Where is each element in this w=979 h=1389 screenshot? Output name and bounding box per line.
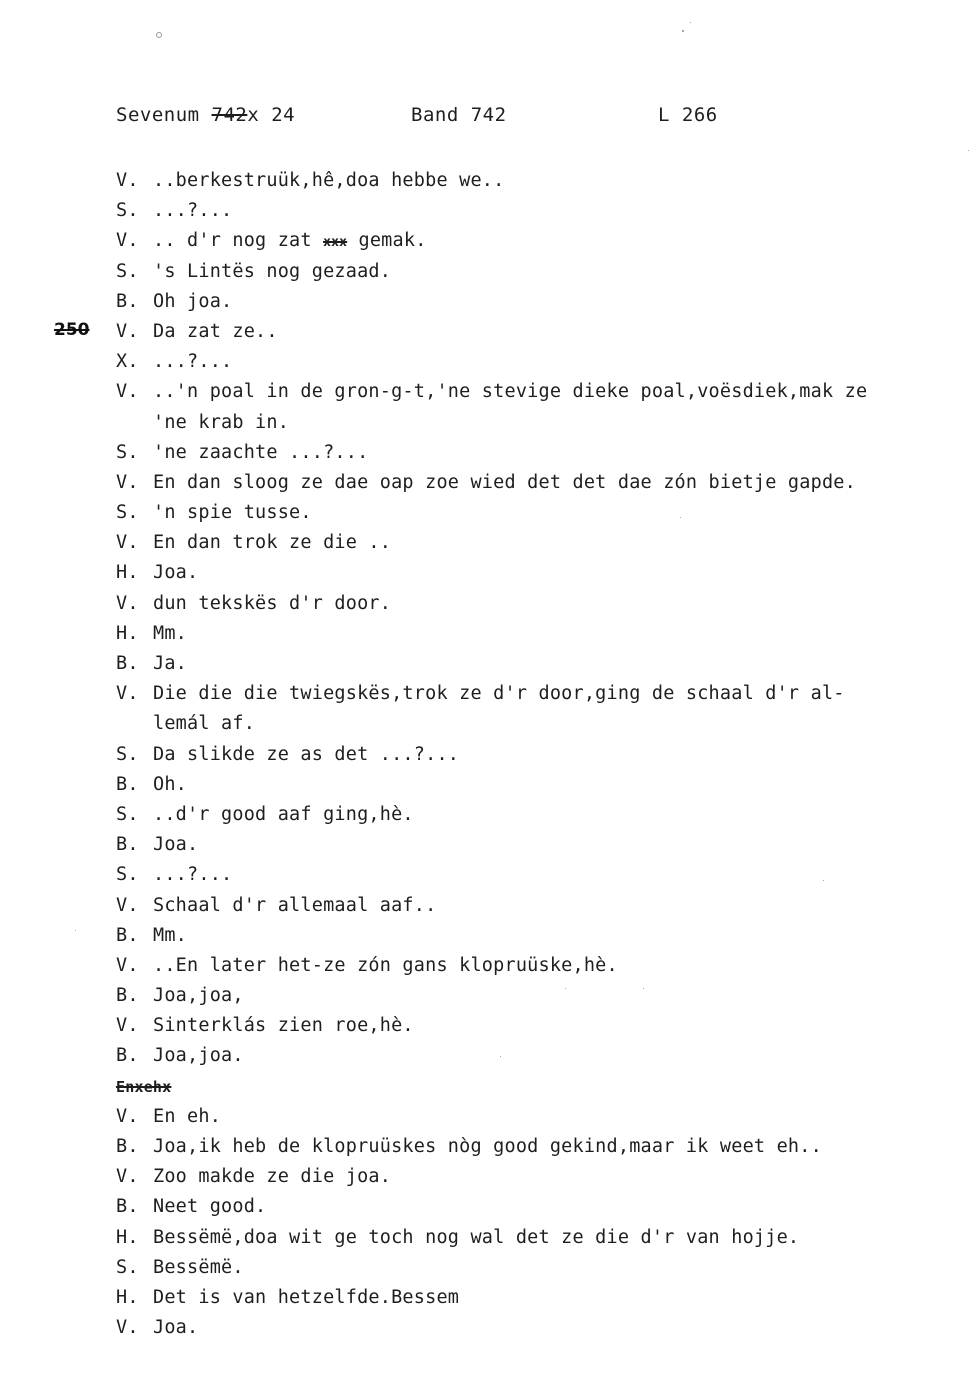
transcript-line (116, 1223, 946, 1253)
utterance-text: Da slikde ze as det ...?... (153, 743, 460, 765)
utterance-text: Bessëmë. (153, 1256, 244, 1278)
utterance-text: ..d'r good aaf ging,hè. (153, 803, 414, 825)
utterance-text: Schaal d'r allemaal aaf.. (153, 894, 437, 916)
transcript-line (116, 679, 946, 709)
scan-speck (968, 150, 969, 151)
scan-speck (643, 988, 644, 989)
utterance-text: lemál af. (153, 713, 256, 735)
transcript-line (116, 1102, 946, 1132)
transcript-line (116, 589, 946, 619)
utterance-text: En dan trok ze die .. (153, 532, 392, 554)
band-number: Band 742 (411, 104, 507, 126)
utterance-text: gemak. (347, 230, 427, 252)
utterance-text: Joa. (153, 1317, 199, 1339)
transcript-line (116, 1192, 946, 1222)
place-and-date (116, 104, 295, 126)
transcript-line (116, 1253, 946, 1283)
scan-speck (156, 32, 162, 38)
transcript-line (116, 1313, 946, 1343)
utterance-text: Da zat ze.. (153, 320, 278, 342)
utterance-text: dun tekskës d'r door. (153, 592, 392, 614)
speaker-label: H. (116, 1286, 139, 1308)
utterance-text: Zoo makde ze die joa. (153, 1166, 392, 1188)
utterance-text: ..'n poal in de gron-g-t,'ne stevige dieke poal,voësdiek,mak ze (153, 381, 868, 403)
speaker-label: S. (116, 260, 139, 282)
speaker-label: V. (116, 320, 139, 342)
speaker-label: V. (116, 1166, 139, 1188)
transcript-line (116, 1283, 946, 1313)
speaker-label: V. (116, 683, 139, 705)
scan-speck (690, 22, 691, 23)
speaker-label: H. (116, 622, 139, 644)
utterance-text: ...?... (153, 351, 233, 373)
transcript-line (116, 196, 946, 226)
speaker-label: V. (116, 592, 139, 614)
transcript-line (116, 1132, 946, 1162)
transcript-line (116, 287, 946, 317)
transcript-line (116, 921, 946, 951)
utterance-text: Sinterklás zien roe,hè. (153, 1015, 414, 1037)
speaker-label: H. (116, 562, 139, 584)
speaker-label: B. (116, 1196, 139, 1218)
transcript-line (116, 951, 946, 981)
speaker-label: V. (116, 1105, 139, 1127)
margin-number: 250 (54, 320, 90, 340)
transcript-line (116, 891, 946, 921)
scan-speck (75, 930, 76, 931)
speaker-label: B. (116, 1136, 139, 1157)
transcript-line (116, 830, 946, 860)
utterance-text: Joa,joa. (153, 1045, 244, 1067)
speaker-label: S. (116, 803, 139, 825)
speaker-label: B. (116, 773, 139, 795)
utterance-text: En dan sloog ze dae oap zoe wied det det dae zón bietje gapde. (153, 471, 856, 493)
speaker-label: B. (116, 985, 139, 1007)
utterance-text: Bessëmë,doa wit ge toch nog wal det ze die d'r van hojje. (153, 1226, 800, 1248)
margin-line-counter (54, 320, 90, 340)
transcript-line (116, 1041, 946, 1071)
transcript-line (116, 558, 946, 588)
speaker-label: H. (116, 1226, 139, 1248)
scan-speck (500, 1056, 501, 1057)
transcript-line (116, 257, 946, 287)
utterance-text: Oh. (153, 773, 188, 795)
transcript-line (116, 981, 946, 1011)
utterance-text: ..berkestruük,hê,doa hebbe we.. (153, 170, 505, 191)
transcript-line (116, 709, 946, 739)
transcript-line (116, 226, 946, 256)
transcript-line (116, 1162, 946, 1192)
utterance-text: ...?... (153, 200, 233, 222)
utterance-text: ...?... (153, 864, 233, 886)
scan-speck (680, 517, 681, 518)
transcript-line (116, 317, 946, 347)
speaker-label: V. (116, 1317, 139, 1339)
struck-text: Enxehx (116, 1077, 172, 1096)
speaker-label: V. (116, 471, 139, 493)
utterance-text: 'ne krab in. (153, 411, 290, 433)
transcript-line (116, 347, 946, 377)
speaker-label: V. (116, 381, 139, 403)
transcript-line (116, 438, 946, 468)
transcript-line (116, 740, 946, 770)
utterance-text: Ja. (153, 653, 188, 674)
transcript-line (116, 377, 946, 407)
speaker-label: V. (116, 954, 139, 976)
place-suffix: x 24 (247, 104, 296, 126)
speaker-label: S. (116, 864, 139, 886)
speaker-label: B. (116, 1045, 139, 1067)
utterance-text: En eh. (153, 1105, 222, 1127)
speaker-label: V. (116, 1015, 139, 1037)
speaker-label: S. (116, 200, 139, 222)
transcript-line (116, 468, 946, 498)
utterance-text: Joa,joa, (153, 985, 244, 1007)
utterance-text: Neet good. (153, 1196, 267, 1218)
speaker-label: V. (116, 532, 139, 554)
transcript-body (116, 166, 946, 1343)
utterance-text: .. d'r nog zat (153, 230, 324, 252)
transcript-line (116, 498, 946, 528)
utterance-text: Det is van hetzelfde.Bessem (153, 1286, 460, 1308)
speaker-label: B. (116, 653, 139, 674)
speaker-label: S. (116, 1256, 139, 1278)
utterance-text: Joa,ik heb de klopruüskes nòg good gekind,maar ik weet eh.. (153, 1136, 822, 1157)
scan-speck (565, 988, 566, 989)
transcript-line (116, 619, 946, 649)
transcript-line (116, 860, 946, 890)
page-header (0, 104, 979, 134)
utterance-text: 's Lintës nog gezaad. (153, 260, 392, 282)
speaker-label: S. (116, 441, 139, 463)
speaker-label: X. (116, 351, 139, 373)
scan-speck (682, 30, 684, 32)
transcript-line (116, 770, 946, 800)
transcript-line (116, 1072, 946, 1102)
utterance-text: Die die die twiegskës,trok ze d'r door,ging de schaal d'r al- (153, 683, 845, 705)
place-prefix: Sevenum (116, 104, 212, 126)
speaker-label: B. (116, 290, 139, 312)
utterance-text: ..En later het-ze zón gans klopruüske,hè. (153, 954, 618, 976)
utterance-text: 'n spie tusse. (153, 502, 312, 524)
utterance-text: Mm. (153, 924, 188, 946)
transcript-line (116, 166, 946, 196)
speaker-label: V. (116, 170, 139, 191)
struck-text: xxx (323, 235, 348, 251)
speaker-label: V. (116, 230, 139, 252)
speaker-label: B. (116, 924, 139, 946)
transcript-line (116, 1011, 946, 1041)
speaker-label: B. (116, 834, 139, 856)
speaker-label: S. (116, 743, 139, 765)
utterance-text: Mm. (153, 622, 188, 644)
transcript-line (116, 800, 946, 830)
scan-speck (823, 880, 824, 881)
utterance-text: Oh joa. (153, 290, 233, 312)
utterance-text: Joa. (153, 834, 199, 856)
utterance-text: 'ne zaachte ...?... (153, 441, 369, 463)
page-number: L 266 (658, 104, 718, 126)
speaker-label: V. (116, 894, 139, 916)
utterance-text: Joa. (153, 562, 199, 584)
transcript-line (116, 408, 946, 438)
transcript-line (116, 528, 946, 558)
speaker-label: S. (116, 502, 139, 524)
transcript-line (116, 649, 946, 679)
struck-number: 742 (211, 104, 248, 126)
